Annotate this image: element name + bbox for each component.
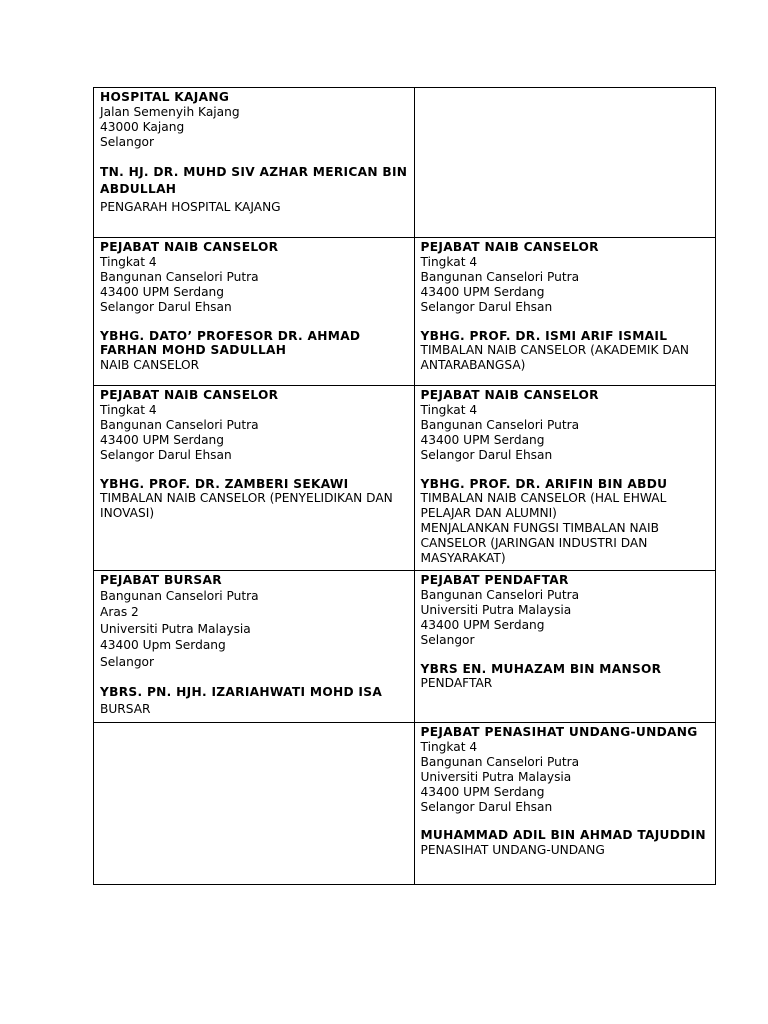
office-title: PEJABAT PENDAFTAR	[420, 572, 569, 587]
table-row	[94, 722, 716, 884]
person-name: YBRS. PN. HJH. IZARIAHWATI MOHD ISA	[100, 685, 383, 700]
person-position: TIMBALAN NAIB CANSELOR (AKADEMIK DAN ANTARABANGSA)	[420, 343, 690, 373]
address-table	[93, 87, 716, 885]
address-line: Aras 2	[100, 605, 139, 620]
address-cell	[94, 570, 415, 722]
address-cell	[94, 386, 415, 571]
office-title: PEJABAT NAIB CANSELOR	[420, 388, 599, 402]
address-cell	[94, 238, 415, 386]
address-line: Selangor Darul Ehsan	[420, 799, 553, 814]
address-line: Selangor Darul Ehsan	[100, 299, 232, 314]
address-line: Selangor	[420, 632, 475, 647]
table-row	[94, 88, 716, 238]
address-line: Bangunan Canselori Putra	[420, 587, 580, 602]
person-position: PENGARAH HOSPITAL KAJANG	[100, 199, 281, 214]
office-title: PEJABAT BURSAR	[100, 572, 222, 587]
address-cell	[414, 722, 716, 884]
person-position: TIMBALAN NAIB CANSELOR (HAL EHWAL PELAJAR DAN ALUMNI)	[420, 491, 667, 521]
address-line: Jalan Semenyih Kajang	[100, 104, 240, 119]
person-position: PENASIHAT UNDANG-UNDANG	[420, 843, 605, 858]
address-line: Bangunan Canselori Putra	[100, 588, 259, 603]
address-line: 43400 UPM Serdang	[420, 432, 545, 447]
address-line: Bangunan Canselori Putra	[100, 269, 259, 284]
address-line: Tingkat 4	[420, 739, 478, 754]
address-line: Bangunan Canselori Putra	[420, 754, 580, 769]
address-line: Universiti Putra Malaysia	[420, 602, 572, 617]
office-title: PEJABAT NAIB CANSELOR	[100, 388, 279, 402]
person-name: YBRS EN. MUHAZAM BIN MANSOR	[420, 661, 662, 676]
office-title: PEJABAT NAIB CANSELOR	[420, 240, 599, 254]
address-line: Selangor	[100, 134, 155, 149]
table-row	[94, 570, 716, 722]
address-line: 43400 UPM Serdang	[420, 784, 545, 799]
address-cell	[414, 570, 716, 722]
person-position: PENDAFTAR	[420, 676, 493, 691]
address-line: Selangor Darul Ehsan	[100, 447, 232, 462]
address-line: Bangunan Canselori Putra	[100, 417, 259, 432]
address-line: Tingkat 4	[420, 254, 478, 269]
address-cell	[94, 88, 415, 238]
table-row	[94, 386, 716, 571]
address-line: Selangor	[100, 654, 155, 669]
address-line: 43000 Kajang	[100, 119, 185, 134]
table-row	[94, 238, 716, 386]
person-name: YBHG. DATO’ PROFESOR DR. AHMAD FARHAN MOHD SADULLAH	[100, 328, 361, 358]
address-line: 43400 Upm Serdang	[100, 638, 226, 653]
address-line: 43400 UPM Serdang	[100, 284, 224, 299]
address-line: Universiti Putra Malaysia	[100, 621, 251, 636]
person-position: NAIB CANSELOR	[100, 358, 200, 373]
address-line: 43400 UPM Serdang	[420, 284, 545, 299]
person-name: YBHG. PROF. DR. ISMI ARIF ISMAIL	[420, 328, 668, 343]
address-cell	[414, 386, 716, 571]
address-line: Universiti Putra Malaysia	[420, 769, 572, 784]
office-title: PEJABAT PENASIHAT UNDANG-UNDANG	[420, 724, 698, 739]
address-line: Bangunan Canselori Putra	[420, 417, 580, 432]
office-title: HOSPITAL KAJANG	[100, 90, 230, 104]
person-position: BURSAR	[100, 702, 151, 717]
address-line: Tingkat 4	[420, 402, 478, 417]
person-name: TN. HJ. DR. MUHD SIV AZHAR MERICAN BIN ABDULLAH	[100, 164, 408, 196]
address-line: 43400 UPM Serdang	[420, 617, 545, 632]
person-position: TIMBALAN NAIB CANSELOR (PENYELIDIKAN DAN INOVASI)	[100, 491, 393, 521]
person-name: MUHAMMAD ADIL BIN AHMAD TAJUDDIN	[420, 828, 706, 843]
office-title: PEJABAT NAIB CANSELOR	[100, 240, 279, 254]
address-line: Tingkat 4	[100, 402, 157, 417]
empty-cell	[94, 722, 415, 884]
address-line: Selangor Darul Ehsan	[420, 447, 553, 462]
empty-cell	[414, 88, 716, 238]
person-name: YBHG. PROF. DR. ARIFIN BIN ABDU	[420, 476, 668, 491]
address-line: Tingkat 4	[100, 254, 157, 269]
person-position-extra: MENJALANKAN FUNGSI TIMBALAN NAIB CANSELOR (JARINGAN INDUSTRI DAN MASYARAKAT)	[420, 521, 659, 566]
person-name: YBHG. PROF. DR. ZAMBERI SEKAWI	[100, 476, 349, 491]
address-cell	[414, 238, 716, 386]
address-line: Bangunan Canselori Putra	[420, 269, 580, 284]
address-line: Selangor Darul Ehsan	[420, 299, 553, 314]
address-line: 43400 UPM Serdang	[100, 432, 224, 447]
